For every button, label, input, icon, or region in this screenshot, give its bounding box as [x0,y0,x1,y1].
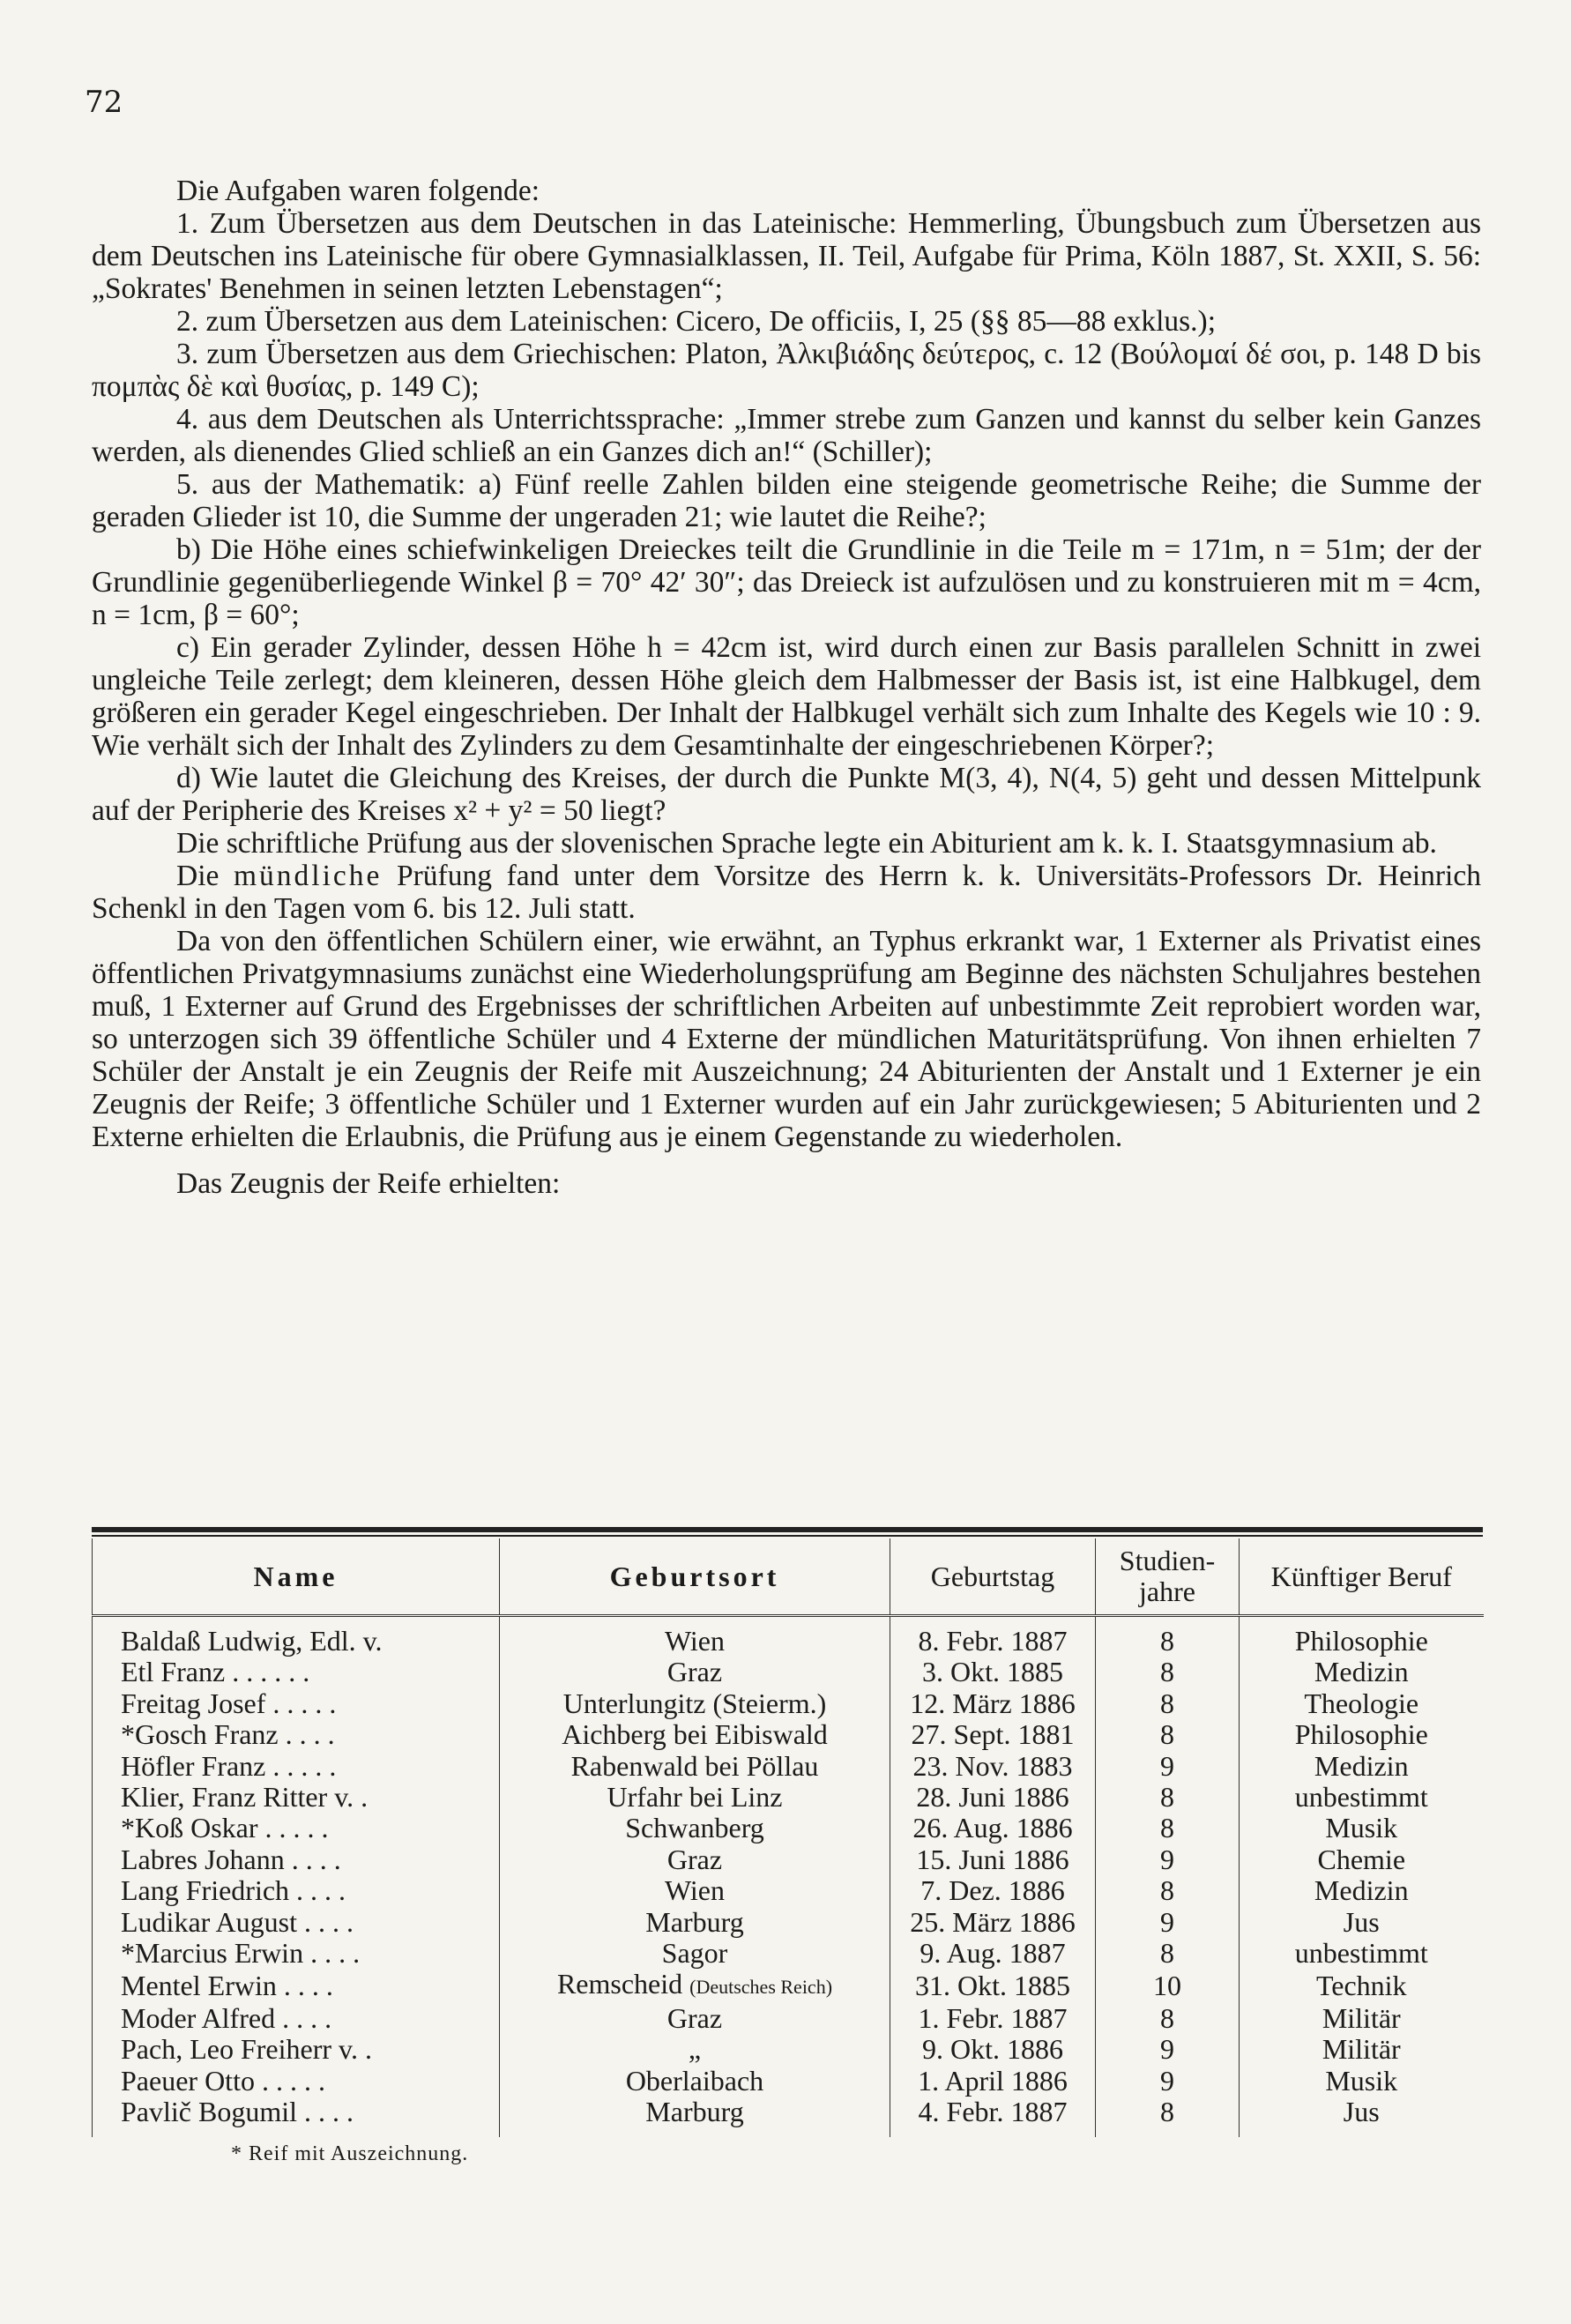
cell-name: Freitag Josef . . . . . [93,1688,500,1719]
paragraph-intro: Die Aufgaben waren folgende: [176,175,540,207]
cell-name: *Marcius Erwin . . . . [93,1938,500,1969]
cell-study-years: 9 [1096,2034,1240,2065]
table-row [93,2066,1484,2097]
cell-birthday: 3. Okt. 1885 [890,1657,1096,1687]
cell-birthplace: „ [500,2034,890,2065]
cell-name: Etl Franz . . . . . . [93,1657,500,1687]
cell-study-years: 8 [1096,1719,1240,1750]
table-row [93,1751,1484,1782]
cell-future-career: Musik [1325,2065,1398,2097]
table-caption: Das Zeugnis der Reife erhielten: [176,1167,561,1200]
cell-future-career: Technik [1315,1969,1407,2001]
cell-birthplace: Marburg [500,2097,890,2136]
cell-birthplace: Urfahr bei Linz [500,1782,890,1813]
header-name: Name [93,1538,500,1616]
cell-study-years: 9 [1096,2066,1240,2097]
cell-study-years: 9 [1096,1844,1240,1875]
cell-birthplace: Graz [500,2003,890,2034]
cell-birthday: 9. Okt. 1886 [890,2034,1096,2065]
cell-future-career: Militär [1322,2034,1401,2066]
cell-study-years: 10 [1096,1969,1240,2002]
cell-study-years: 8 [1096,1875,1240,1906]
cell-birthplace: Unterlungitz (Steierm.) [500,1688,890,1719]
table-row [93,2034,1484,2065]
paragraph-results: Da von den öffentlichen Schülern einer, wie erwähnt, an Typhus erkrankt war, 1 Externer als Privatist eines öffentlichen Privatgymnasiums zunächst eine Wiederholungsprüfung am Beginne des nächsten Schuljahres bestehen muß, 1 Externer auf Grund des Ergebnisses der schriftlichen Arbeiten auf unbestimmte Zeit reprobiert worden war, so unterzogen sich 39 öffentliche Schüler und 4 Externe der mündlichen Maturitätsprüfung. Von ihnen erhielten 7 Schüler der Anstalt je ein Zeugnis der Reife mit Auszeichnung; 24 Abiturienten der Anstalt und 1 Externer je ein Zeugnis der Reife; 3 öffentliche Schüler und 1 Externer wurden auf ein Jahr zurückgewiesen; 5 Abiturienten und 2 Externe erhielten die Erlaubnis, die Prüfung aus je einem Gegenstande zu wiederholen. [92,925,1481,1153]
cell-birthday: 8. Febr. 1887 [890,1616,1096,1657]
table-row [93,1938,1484,1969]
cell-birthplace: Oberlaibach [500,2066,890,2097]
cell-birthday: 25. März 1886 [890,1907,1096,1938]
cell-study-years: 8 [1096,1688,1240,1719]
oral-rest: Prüfung fand unter dem Vorsitze des Herrn k. k. Universitäts-Professors Dr. Heinrich Schenkl in den Tagen vom 6. bis 12. Juli statt. [92,860,1481,925]
cell-future-career: Philosophie [1294,1625,1428,1657]
exam-text [92,175,1481,1200]
table-top-rule [92,1527,1483,1532]
cell-birthplace: Graz [500,1657,890,1687]
cell-name: Baldaß Ludwig, Edl. v. [93,1616,500,1657]
cell-future-career: Jus [1343,1906,1380,1938]
table-row [93,1657,1484,1687]
cell-future-career: unbestimmt [1294,1782,1428,1814]
cell-name: Moder Alfred . . . . [93,2003,500,2034]
cell-future-career: unbestimmt [1294,1938,1428,1970]
cell-name: *Koß Oskar . . . . . [93,1813,500,1844]
footnote: * Reif mit Auszeichnung. [231,2142,469,2165]
cell-birthplace: Remscheid (Deutsches Reich) [500,1969,890,2002]
cell-study-years: 8 [1096,1657,1240,1687]
cell-birthplace: Wien [500,1875,890,1906]
cell-birthplace: Wien [500,1616,890,1657]
task-math-d: d) Wie lautet die Gleichung des Kreises, der durch die Punkte M(3, 4), N(4, 5) geht und dessen Mittelpunk auf der Peripherie des Kreises x² + y² = 50 liegt? [92,762,1481,827]
cell-name: Ludikar August . . . . [93,1907,500,1938]
cell-future-career: Medizin [1314,1750,1409,1782]
header-study-years: Studien-jahre [1096,1538,1240,1616]
cell-future-career: Medizin [1314,1875,1409,1907]
cell-birthplace: Marburg [500,1907,890,1938]
table-row [93,1907,1484,1938]
cell-name: Mentel Erwin . . . . [93,1969,500,2002]
table-row [93,1969,1484,2002]
cell-birthday: 28. Juni 1886 [890,1782,1096,1813]
cell-study-years: 8 [1096,1782,1240,1813]
task-greek: 3. zum Übersetzen aus dem Griechischen: Platon, Ἀλκιβιάδης δεύτερος, c. 12 (Βούλομαί δέ σοι, p. 148 D bis πομπὰς δὲ καὶ θυσίας, p. 149 C); [92,338,1481,403]
table-row [93,1844,1484,1875]
paragraph-oral-exam [92,860,1481,925]
cell-name: Höfler Franz . . . . . [93,1751,500,1782]
cell-birthday: 27. Sept. 1881 [890,1719,1096,1750]
table-header-row [93,1538,1484,1616]
cell-birthday: 4. Febr. 1887 [890,2097,1096,2136]
task-math-a: 5. aus der Mathematik: a) Fünf reelle Zahlen bilden eine steigende geometrische Reihe; die Summe der geraden Glieder ist 10, die Summe der ungeraden 21; wie lautet die Reihe?; [92,468,1481,533]
page-number: 72 [85,85,123,120]
cell-birthday: 1. Febr. 1887 [890,2003,1096,2034]
header-birthplace: Geburtsort [500,1538,890,1616]
oral-lead: Die [176,860,220,892]
table-row [93,1688,1484,1719]
cell-future-career: Chemie [1317,1844,1406,1875]
cell-birthday: 31. Okt. 1885 [890,1969,1096,2002]
cell-study-years: 8 [1096,2097,1240,2136]
cell-study-years: 9 [1096,1751,1240,1782]
cell-birthplace: Sagor [500,1938,890,1969]
table-row [93,1719,1484,1750]
cell-future-career: Philosophie [1294,1719,1428,1751]
cell-birthplace: Rabenwald bei Pöllau [500,1751,890,1782]
graduates-table [92,1538,1484,2137]
cell-birthday: 23. Nov. 1883 [890,1751,1096,1782]
cell-birthplace: Graz [500,1844,890,1875]
cell-name: Paeuer Otto . . . . . [93,2066,500,2097]
table-top-rule-thin [92,1535,1483,1537]
cell-name: Lang Friedrich . . . . [93,1875,500,1906]
cell-future-career: Jus [1343,2097,1380,2128]
table-row [93,1616,1484,1657]
cell-birthday: 12. März 1886 [890,1688,1096,1719]
cell-future-career: Musik [1325,1813,1398,1844]
task-german: 4. aus dem Deutschen als Unterrichtssprache: „Immer strebe zum Ganzen und kannst du selber kein Ganzes werden, als dienendes Glied schließ an ein Ganzes dich an!“ (Schiller); [92,403,1481,468]
cell-future-career: Medizin [1314,1657,1409,1688]
cell-name: Klier, Franz Ritter v. . [93,1782,500,1813]
cell-birthday: 7. Dez. 1886 [890,1875,1096,1906]
birthplace-note: (Deutsches Reich) [689,1976,833,1999]
cell-birthday: 26. Aug. 1886 [890,1813,1096,1844]
cell-name: Labres Johann . . . . [93,1844,500,1875]
cell-name: Pavlič Bogumil . . . . [93,2097,500,2136]
cell-name: *Gosch Franz . . . . [93,1719,500,1750]
cell-study-years: 8 [1096,1938,1240,1969]
cell-birthday: 1. April 1886 [890,2066,1096,2097]
cell-study-years: 9 [1096,1907,1240,1938]
task-latin-reading: 2. zum Übersetzen aus dem Lateinischen: Cicero, De officiis, I, 25 (§§ 85—88 exklus.); [176,305,1217,338]
table-row [93,1875,1484,1906]
cell-future-career: Militär [1322,2002,1401,2034]
oral-spaced-word: mündliche [233,860,383,892]
cell-future-career: Theologie [1304,1687,1419,1719]
cell-birthday: 9. Aug. 1887 [890,1938,1096,1969]
cell-study-years: 8 [1096,2003,1240,2034]
task-latin-translation: 1. Zum Übersetzen aus dem Deutschen in das Lateinische: Hemmerling, Übungsbuch zum Übersetzen aus dem Deutschen ins Lateinische für obere Gymnasialklassen, II. Teil, Aufgabe für Prima, Köln 1887, St. XXII, S. 56: „Sokrates' Benehmen in seinen letzten Lebenstagen“; [92,207,1481,305]
header-birthday: Geburtstag [890,1538,1096,1616]
cell-name: Pach, Leo Freiherr v. . [93,2034,500,2065]
table-row [93,1813,1484,1844]
table-row [93,2003,1484,2034]
cell-study-years: 8 [1096,1813,1240,1844]
cell-birthplace: Schwanberg [500,1813,890,1844]
paragraph-slovenian: Die schriftliche Prüfung aus der slovenischen Sprache legte ein Abiturient am k. k. I. Staatsgymnasium ab. [176,827,1437,860]
cell-study-years: 8 [1096,1616,1240,1657]
cell-birthplace: Aichberg bei Eibiswald [500,1719,890,1750]
table-row [93,1782,1484,1813]
graduates-table-block [92,1527,1483,2166]
task-math-c: c) Ein gerader Zylinder, dessen Höhe h = 42cm ist, wird durch einen zur Basis parallelen Schnitt in zwei ungleiche Teile zerlegt; dem kleineren, dessen Höhe gleich dem Halbmesser der Basis ist, ist eine Halbkugel, dem größeren ein gerader Kegel eingeschrieben. Der Inhalt der Halbkugel verhält sich zum Inhalte des Kegels wie 10 : 9. Wie verhält sich der Inhalt des Zylinders zu dem Gesamtinhalte der eingeschriebenen Körper?; [92,631,1481,762]
header-future-career: Künftiger Beruf [1270,1560,1452,1592]
cell-birthday: 15. Juni 1886 [890,1844,1096,1875]
task-math-b: b) Die Höhe eines schiefwinkeligen Dreieckes teilt die Grundlinie in die Teile m = 171m, n = 51m; der der Grundlinie gegenüberliegende Winkel β = 70° 42′ 30″; das Dreieck ist aufzulösen und zu konstruieren mit m = 4cm, n = 1cm, β = 60°; [92,533,1481,631]
table-row [93,2097,1484,2136]
